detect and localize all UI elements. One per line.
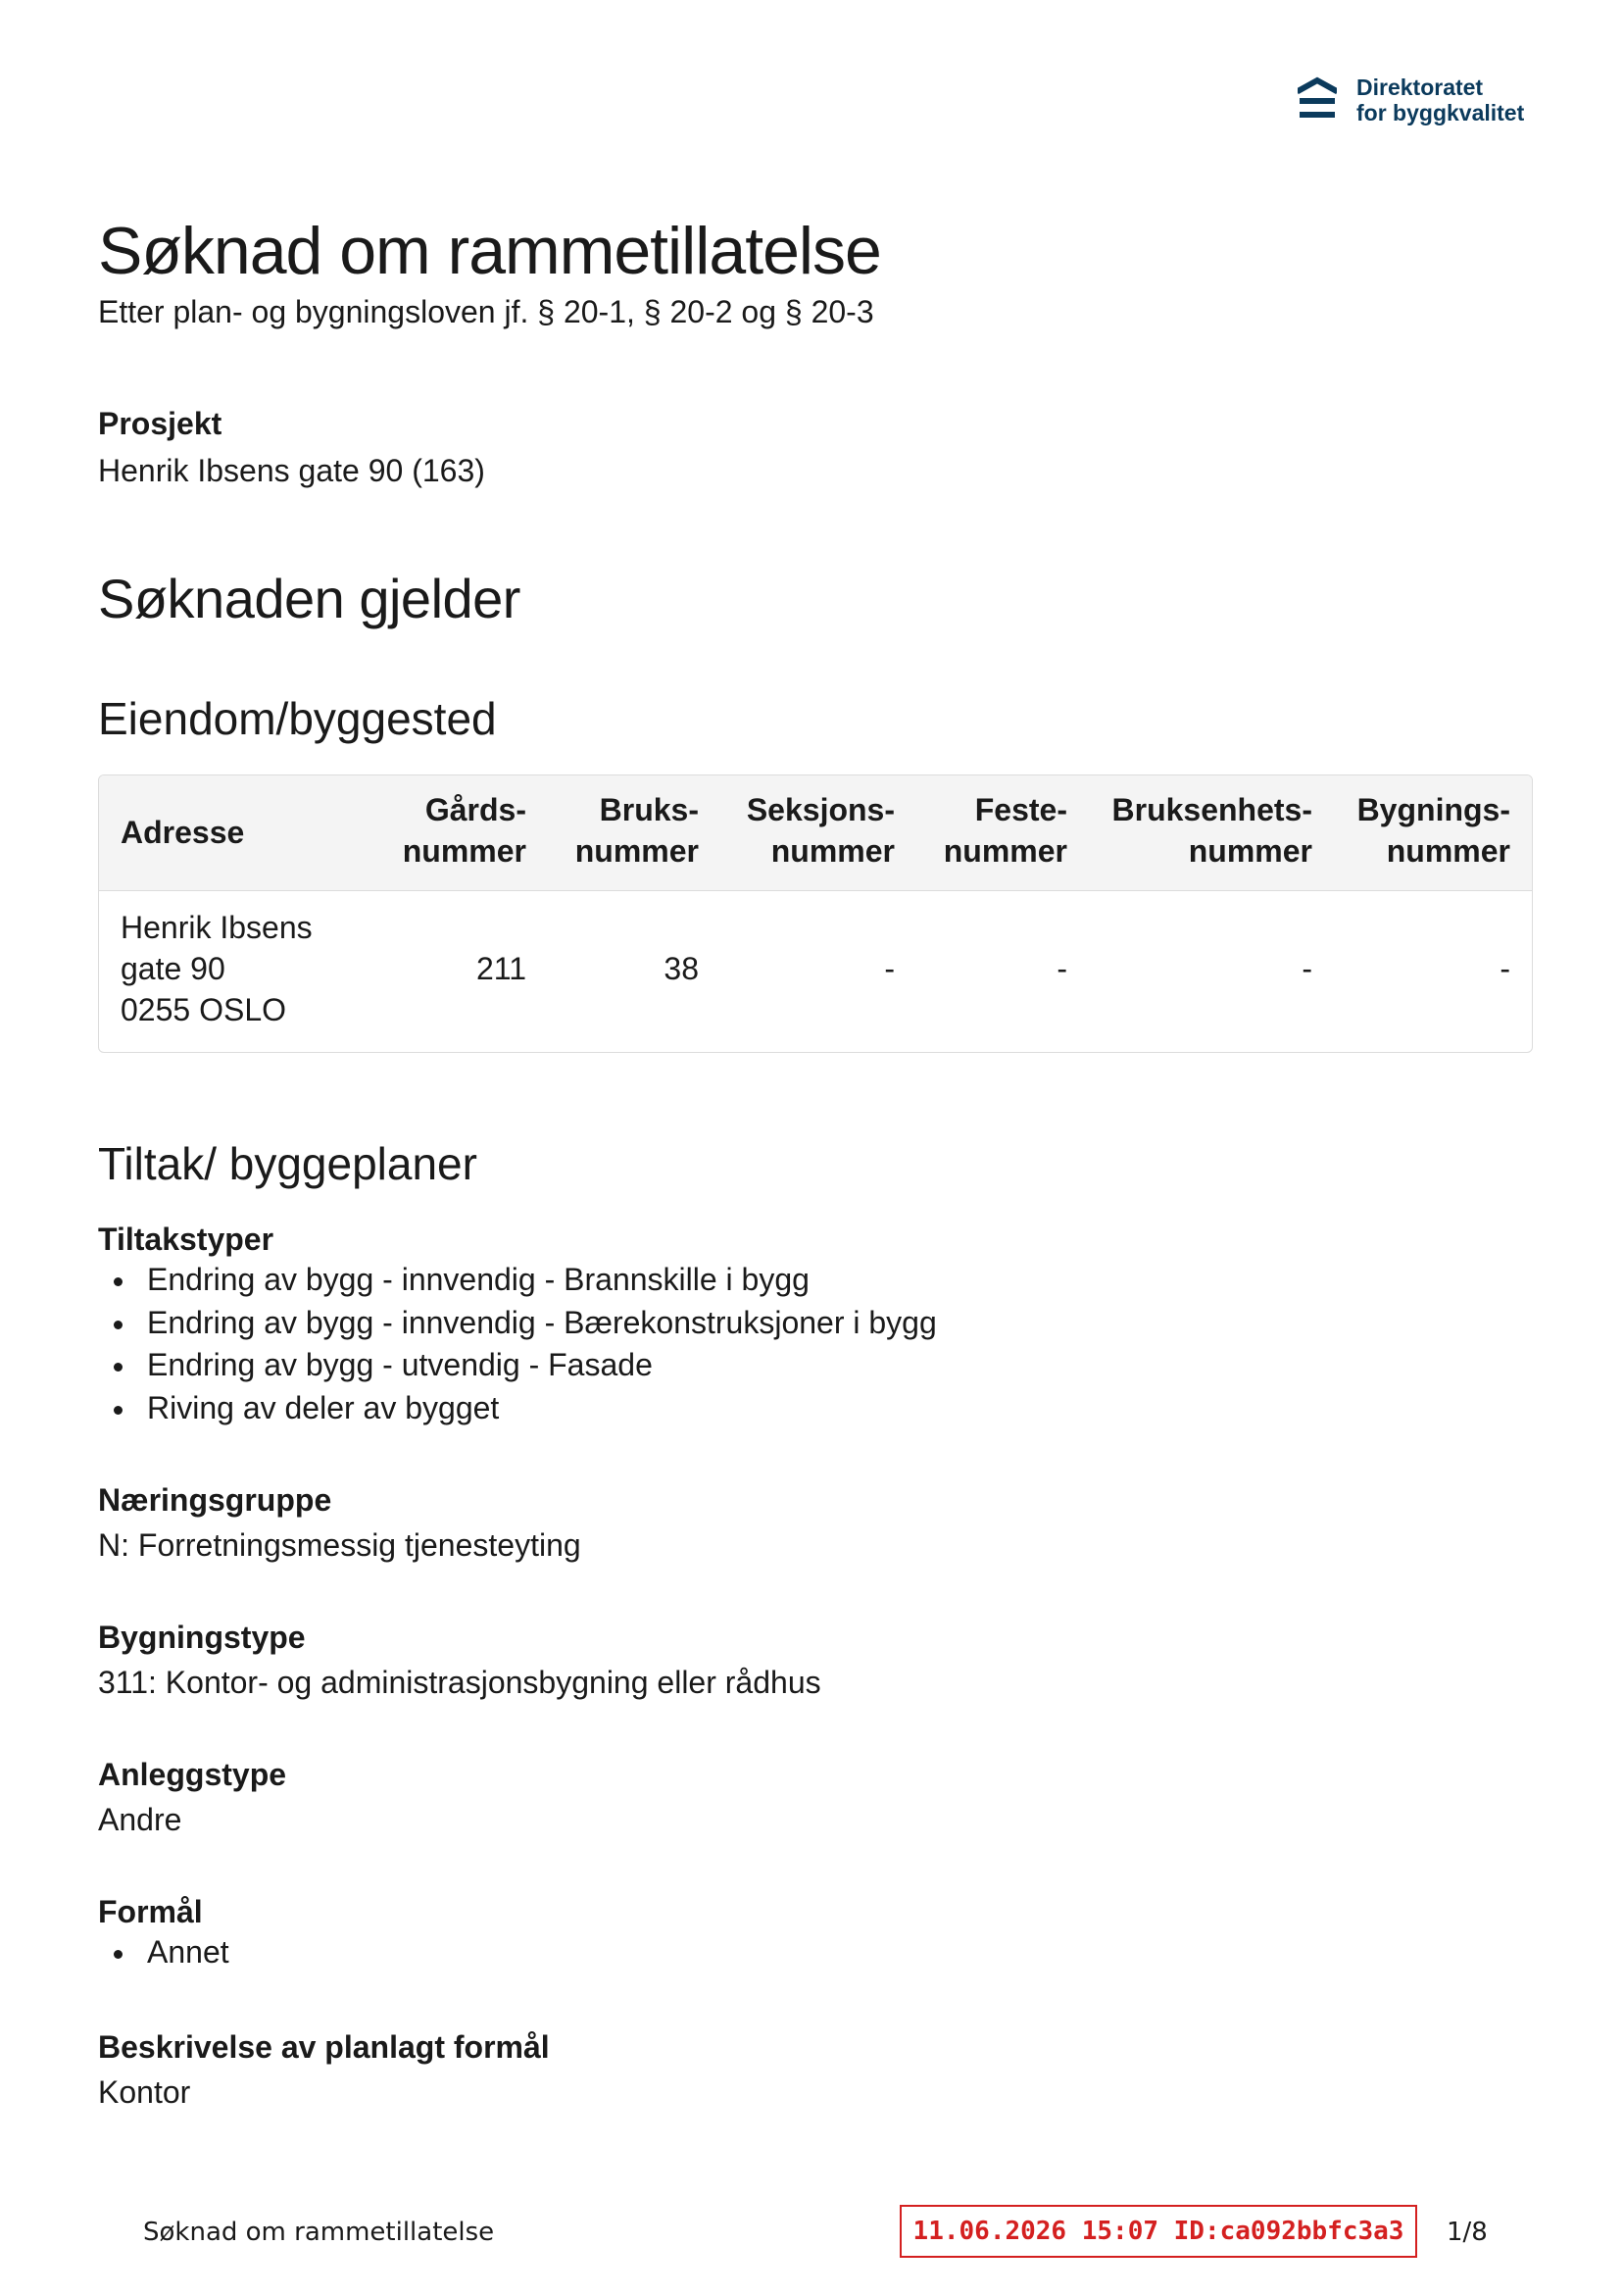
logo-chevron-icon	[1298, 76, 1337, 124]
brand-logo	[1298, 75, 1524, 125]
header-bruksenhetsnummer	[1079, 789, 1312, 872]
naeringsgruppe-field	[98, 1480, 581, 1567]
formal-list	[98, 1931, 229, 1974]
header-gardsnummer-line1: Gårds-	[424, 792, 526, 827]
header-bruksnummer-line1: Bruks-	[599, 792, 699, 827]
formal-field	[98, 1892, 229, 1974]
anleggstype-field	[98, 1755, 286, 1841]
tiltakstyper-list	[98, 1259, 937, 1429]
logo-line-2: for byggkvalitet	[1356, 100, 1525, 125]
formal-label: Formål	[98, 1894, 203, 1929]
section-heading-eiendom: Eiendom/byggested	[98, 693, 497, 744]
header-gardsnummer-line2: nummer	[402, 833, 526, 869]
project-field	[98, 404, 485, 492]
header-bygningsnummer	[1324, 789, 1510, 872]
list-item: Endring av bygg - innvendig - Brannskille i bygg	[98, 1259, 937, 1302]
cell-bygningsnummer: -	[1500, 951, 1510, 986]
cell-festenummer: -	[1057, 951, 1067, 986]
bygningstype-value: 311: Kontor- og administrasjonsbygning eller rådhus	[98, 1665, 821, 1700]
project-value: Henrik Ibsens gate 90 (163)	[98, 453, 485, 488]
cell-bruksenhetsnummer: -	[1302, 951, 1312, 986]
anleggstype-label: Anleggstype	[98, 1757, 287, 1792]
cell-adresse	[121, 907, 313, 1030]
page-title: Søknad om rammetillatelse	[98, 214, 881, 288]
list-item: Endring av bygg - utvendig - Fasade	[98, 1344, 937, 1387]
project-label: Prosjekt	[98, 406, 222, 441]
timestamp-id-stamp: 11.06.2026 15:07 ID:ca092bbfc3a3	[900, 2205, 1417, 2258]
page-subtitle: Etter plan- og bygningsloven jf. § 20-1, § 20-2 og § 20-3	[98, 294, 874, 329]
section-heading-tiltak: Tiltak/ byggeplaner	[98, 1138, 477, 1189]
header-bygningsnummer-line2: nummer	[1386, 833, 1510, 869]
header-seksjonsnummer	[699, 789, 895, 872]
cell-seksjonsnummer: -	[884, 951, 895, 986]
tiltakstyper-field	[98, 1220, 937, 1429]
header-gardsnummer	[373, 789, 526, 872]
header-bygningsnummer-line1: Bygnings-	[1356, 792, 1510, 827]
header-bruksnummer-line2: nummer	[574, 833, 699, 869]
property-table	[98, 774, 1533, 1053]
logo-line-1: Direktoratet	[1356, 75, 1484, 100]
bygningstype-label: Bygningstype	[98, 1620, 306, 1655]
beskrivelse-label: Beskrivelse av planlagt formål	[98, 2029, 550, 2065]
list-item: Annet	[98, 1931, 229, 1974]
property-table-header	[99, 775, 1532, 891]
list-item: Endring av bygg - innvendig - Bærekonstruksjoner i bygg	[98, 1302, 937, 1345]
anleggstype-value: Andre	[98, 1802, 182, 1837]
beskrivelse-field	[98, 2027, 550, 2114]
tiltakstyper-label: Tiltakstyper	[98, 1222, 274, 1257]
header-bruksenhetsnummer-line1: Bruksenhets-	[1111, 792, 1312, 827]
bygningstype-field	[98, 1618, 821, 1704]
header-bruksenhetsnummer-line2: nummer	[1188, 833, 1312, 869]
list-item: Riving av deler av bygget	[98, 1387, 937, 1430]
footer-document-title: Søknad om rammetillatelse	[143, 2218, 495, 2247]
header-festenummer	[912, 789, 1067, 872]
header-festenummer-line2: nummer	[943, 833, 1067, 869]
cell-gardsnummer: 211	[475, 951, 526, 986]
cell-bruksnummer: 38	[664, 951, 699, 986]
address-line-3: 0255 OSLO	[121, 992, 286, 1027]
header-seksjonsnummer-line2: nummer	[770, 833, 895, 869]
header-adresse: Adresse	[121, 815, 245, 850]
header-seksjonsnummer-line1: Seksjons-	[746, 792, 895, 827]
logo-text	[1356, 75, 1524, 125]
naeringsgruppe-label: Næringsgruppe	[98, 1482, 332, 1518]
naeringsgruppe-value: N: Forretningsmessig tjenesteyting	[98, 1527, 581, 1563]
header-festenummer-line1: Feste-	[974, 792, 1067, 827]
beskrivelse-value: Kontor	[98, 2074, 191, 2110]
page-number: 1/8	[1447, 2218, 1488, 2247]
section-heading-soknaden-gjelder: Søknaden gjelder	[98, 568, 520, 629]
header-bruksnummer	[546, 789, 699, 872]
address-line-2: gate 90	[121, 951, 225, 986]
address-line-1: Henrik Ibsens	[121, 910, 313, 945]
